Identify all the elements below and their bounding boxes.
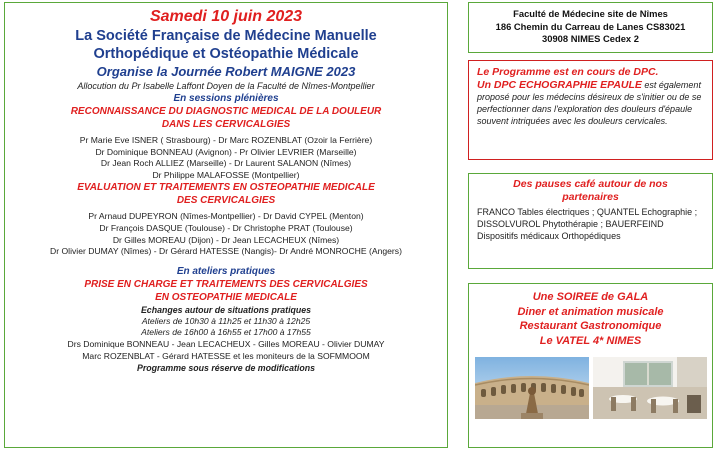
- organise-heading: Organise la Journée Robert MAIGNE 2023: [96, 64, 356, 79]
- address-line2: 186 Chemin du Carreau de Lanes CS83021: [495, 20, 686, 32]
- ateliers-heading: En ateliers pratiques: [176, 265, 276, 277]
- session1-speaker-line: Dr Dominique BONNEAU (Avignon) - Pr Olivier LEVRIER (Marseille): [95, 146, 357, 157]
- echanges-text: Echanges autour de situations pratiques: [140, 304, 312, 315]
- address-line1: Faculté de Médecine site de Nîmes: [513, 8, 668, 19]
- session1-speaker-line: Dr Philippe MALAFOSSE (Montpellier): [152, 169, 300, 180]
- session2-speaker-line: Dr Gilles MOREAU (Dijon) - Dr Jean LECACHEUX (Nîmes): [112, 234, 340, 245]
- gala-line4: Le VATEL 4* NIMES: [539, 334, 642, 347]
- society-name-line2: Orthopédique et Ostéopathie Médicale: [93, 46, 359, 62]
- sessions-heading: En sessions plénières: [173, 93, 279, 104]
- session1-title-line1: RECONNAISSANCE DU DIAGNOSTIC MEDICAL DE LA DOULEUR: [70, 106, 382, 117]
- gala-line1: Une SOIREE de GALA: [532, 291, 649, 303]
- session2-title-line1: EVALUATION ET TRAITEMENTS EN OSTEOPATHIE MEDICALE: [77, 182, 375, 194]
- session2-title-line2: DES CERVICALGIES: [176, 195, 276, 207]
- programme-note: Programme sous réserve de modifications: [137, 363, 315, 374]
- dpc-description-text: est également proposé pour les médecins désireux de s'initier ou de se perfectionner dans l'exploration des douleurs d'épaule souvent intriquées avec les douleurs cervicales.: [477, 80, 702, 126]
- ateliers-title-line1: PRISE EN CHARGE ET TRAITEMENTS DES CERVICALGIES: [84, 278, 368, 290]
- address-line3: 30908 NIMES Cedex 2: [542, 33, 639, 44]
- dpc-description: [477, 79, 704, 127]
- session2-speaker-line: Pr Arnaud DUPEYRON (Nîmes-Montpellier) - Dr David CYPEL (Menton): [88, 211, 364, 222]
- ateliers-times-morning: Ateliers de 10h30 à 11h25 et 11h30 à 12h25: [141, 315, 311, 326]
- ateliers-names-line2: Marc ROZENBLAT - Gérard HATESSE et les moniteurs de la SOFMMOOM: [82, 350, 370, 361]
- ateliers-names-line1: Drs Dominique BONNEAU - Jean LECACHEUX - Gilles MOREAU - Olivier DUMAY: [67, 338, 385, 349]
- session2-speaker-line: Dr Olivier DUMAY (Nîmes) - Dr Gérard HATESSE (Nangis)- Dr André MONROCHE (Angers): [50, 246, 402, 257]
- society-name-line1: La Société Française de Médecine Manuelle: [75, 28, 377, 44]
- session2-speaker-line: Dr François DASQUE (Toulouse) - Dr Christophe PRAT (Toulouse): [99, 222, 353, 233]
- dpc-line1: Le Programme est en cours de DPC.: [477, 66, 659, 78]
- gala-line2: Diner et animation musicale: [517, 305, 664, 318]
- session1-speaker-line: Dr Jean Roch ALLIEZ (Marseille) - Dr Laurent SALANON (Nîmes): [100, 158, 352, 169]
- program-panel: [4, 2, 448, 448]
- session1-speaker-line: Pr Marie Eve ISNER ( Strasbourg) - Dr Marc ROZENBLAT (Ozoir la Ferrière): [79, 135, 373, 145]
- dpc-echographie-title: Un DPC ECHOGRAPHIE EPAULE: [477, 79, 642, 91]
- partners-title-line1: Des pauses café autour de nos: [513, 178, 668, 190]
- gala-box: [468, 283, 713, 448]
- arena-photo: [475, 357, 589, 419]
- allocution-text: Allocution du Pr Isabelle Laffont Doyen de la Faculté de Nîmes-Montpellier: [77, 81, 375, 91]
- restaurant-photo: [593, 357, 707, 419]
- gala-line3: Restaurant Gastronomique: [519, 320, 662, 332]
- partners-title-line2: partenaires: [562, 191, 619, 203]
- ateliers-title-line2: EN OSTEOPATHIE MEDICALE: [155, 291, 297, 303]
- ateliers-times-afternoon: Ateliers de 16h00 à 16h55 et 17h00 à 17h55: [141, 327, 311, 338]
- venue-address-box: [468, 2, 713, 53]
- session1-title-line2: DANS LES CERVICALGIES: [161, 119, 291, 130]
- partners-box: [468, 173, 713, 269]
- partners-list: FRANCO Tables électriques ; QUANTEL Echographie ; DISSOLVUROL Phytothérapie ; BAUERFEIND Dispositifs médicaux Orthopédiques: [477, 207, 698, 241]
- dpc-box: [468, 60, 713, 160]
- event-date: Samedi 10 juin 2023: [149, 8, 303, 25]
